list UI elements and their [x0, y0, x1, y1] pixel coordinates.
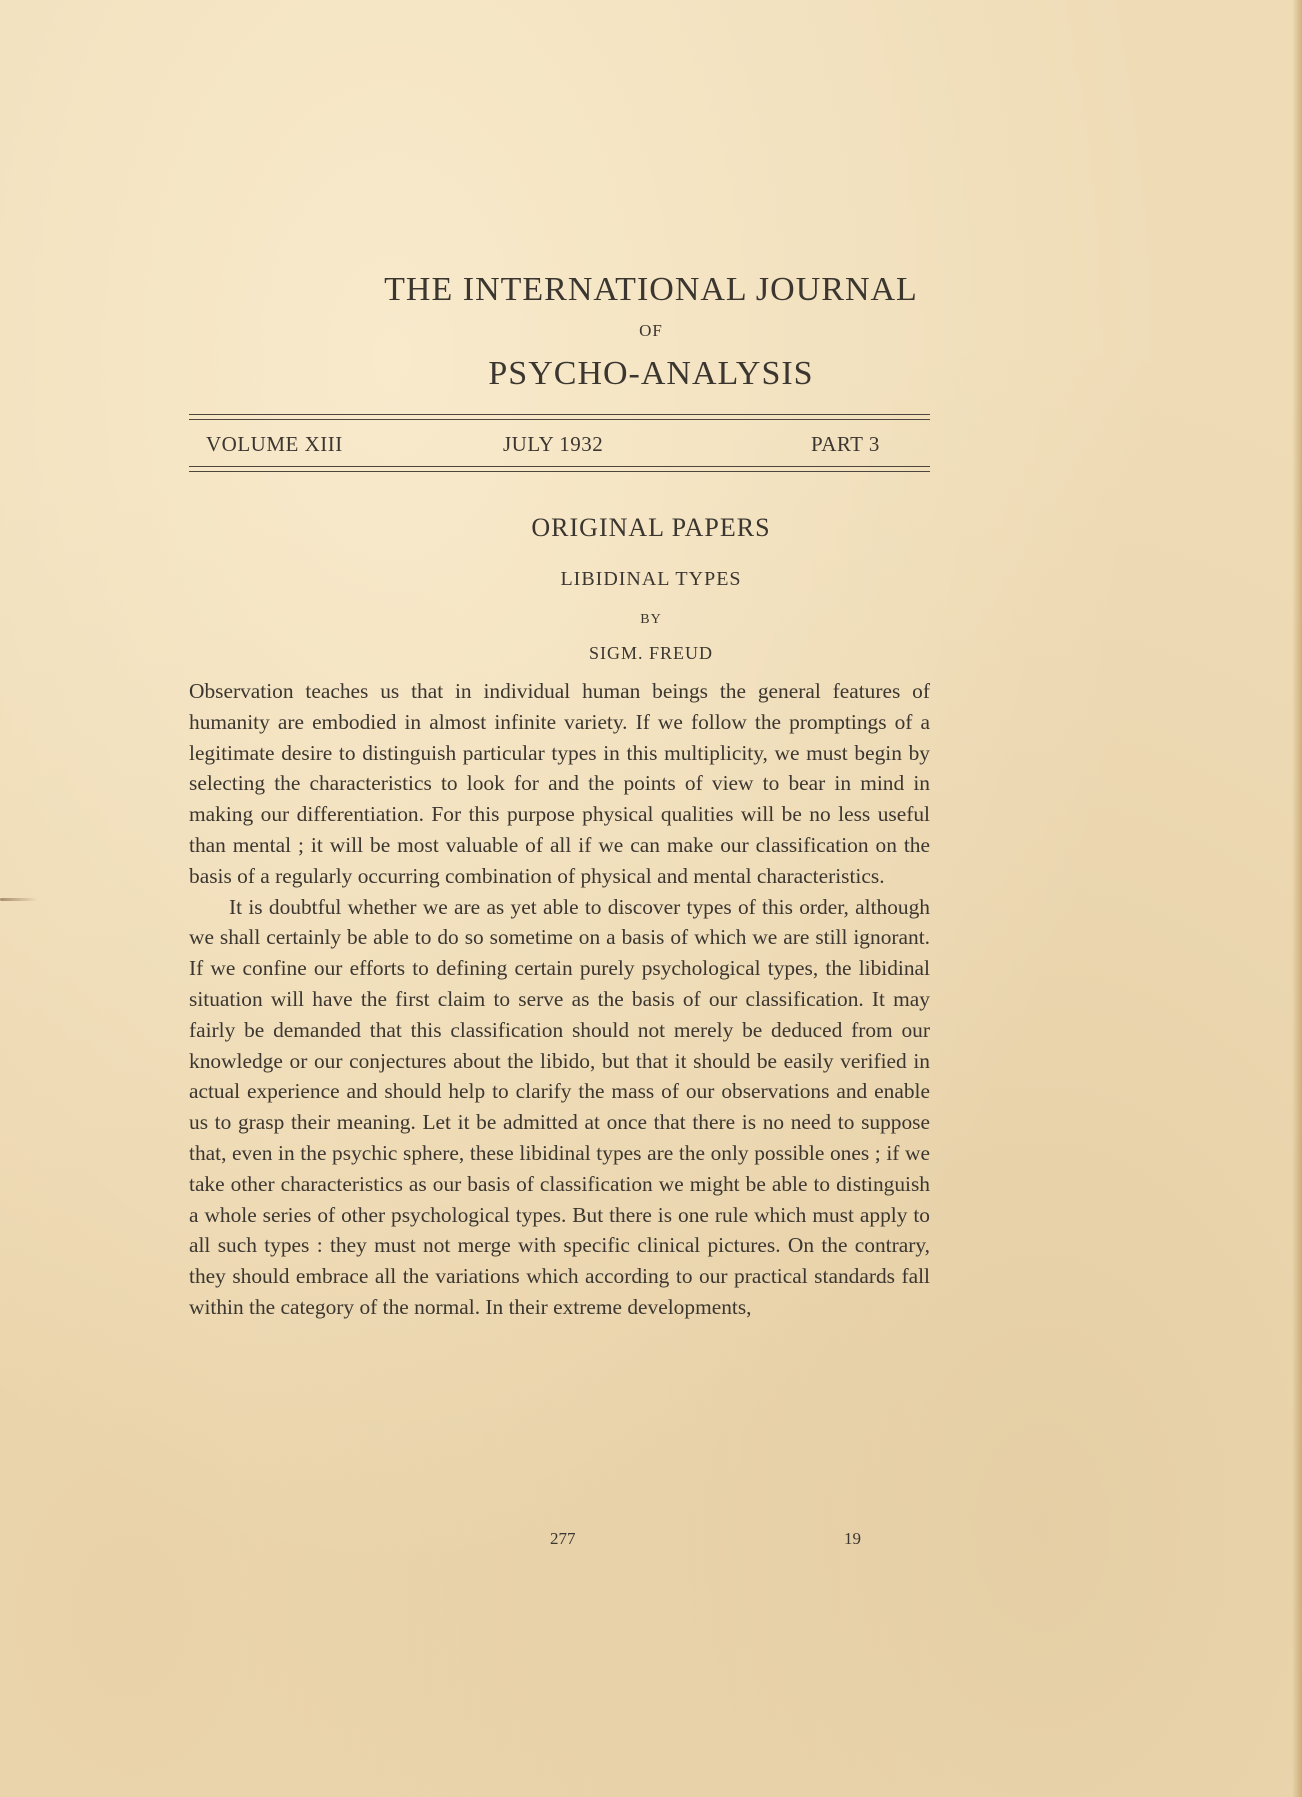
- article-title: LIBIDINAL TYPES: [560, 568, 742, 590]
- article-author: SIGM. FREUD: [588, 643, 714, 663]
- byline-by: BY: [640, 612, 662, 627]
- double-rule-top: [189, 414, 930, 415]
- part-label: PART 3: [811, 432, 880, 456]
- volume-label: VOLUME XIII: [206, 432, 343, 456]
- page-number: 277: [550, 1529, 576, 1548]
- double-rule-top-inner: [189, 419, 930, 420]
- double-rule-bottom: [189, 471, 930, 472]
- paragraph: It is doubtful whether we are as yet able to discover types of this order, although we shall certainly be able to do so sometime on a basis of which we are still ignorant. If we confine our efforts to defining certain purely psychological types, the libidinal situation will have the first claim to serve as the basis of our classification. It may fairly be demanded that this classification should not merely be deduced from our knowledge or our conjectures about the libido, but that it should be easily verified in actual experience and should help to clarify the mass of our observations and enable us to grasp their meaning. Let it be admitted at once that there is no need to suppose that, even in the psychic sphere, these libidinal types are the only possible ones ; if we take other characteristics as our basis of classification we might be able to distinguish a whole series of other psychological types. But there is one rule which must apply to all such types : they must not merge with specific clinical pictures. On the contrary, they should embrace all the variations which according to our practical standards fall within the category of the normal. In their extreme developments,: [189, 894, 930, 1319]
- double-rule-bottom-inner: [189, 466, 930, 467]
- journal-subtitle: PSYCHO-ANALYSIS: [488, 355, 814, 392]
- article-body: [189, 676, 930, 1323]
- journal-title-of: OF: [639, 321, 663, 340]
- signature-mark: 19: [844, 1529, 861, 1548]
- issue-date: JULY 1932: [503, 432, 604, 456]
- paragraph: Observation teaches us that in individual human beings the general features of humanity are embodied in almost infinite variety. If we follow the promptings of a legitimate desire to distinguish particular types in this multiplicity, we must begin by selecting the characteristics to look for and the points of view to bear in mind in making our differentiation. For this purpose physical qualities will be no less useful than mental ; it will be most valuable of all if we can make our classification on the basis of a regularly occurring combination of physical and mental characteristics.: [189, 679, 930, 888]
- journal-title: THE INTERNATIONAL JOURNAL: [384, 271, 918, 308]
- page-mark: [0, 898, 38, 901]
- section-heading: ORIGINAL PAPERS: [531, 513, 771, 542]
